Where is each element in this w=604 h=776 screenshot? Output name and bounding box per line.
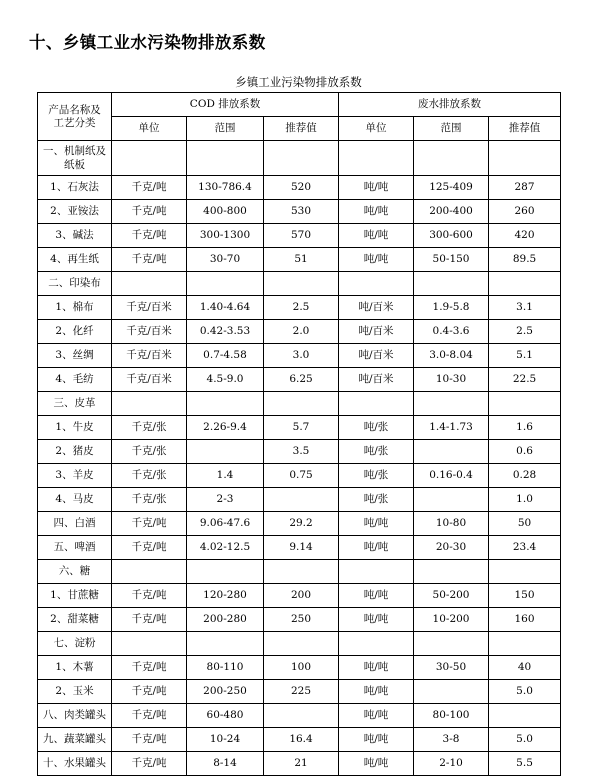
page-title: 十、乡镇工业水污染物排放系数 (29, 33, 266, 52)
cell-wastewater-range: 30-50 (414, 656, 489, 680)
table-row (38, 224, 561, 248)
cell-cod-range: 30-70 (187, 248, 264, 272)
cell-cod-recommended (264, 488, 339, 512)
cell-cod-unit (112, 560, 187, 584)
cell-cod-recommended: 21 (264, 752, 339, 776)
cell-wastewater-unit: 吨/百米 (339, 296, 414, 320)
row-product-name: 四、白酒 (38, 512, 112, 536)
cell-wastewater-unit: 吨/吨 (339, 752, 414, 776)
cell-wastewater-recommended: 89.5 (489, 248, 561, 272)
cell-wastewater-unit: 吨/吨 (339, 224, 414, 248)
cell-cod-unit: 千克/吨 (112, 200, 187, 224)
cell-wastewater-recommended (489, 560, 561, 584)
row-product-name: 1、木薯 (38, 656, 112, 680)
table-row (38, 272, 561, 296)
cell-cod-recommended: 2.5 (264, 296, 339, 320)
cell-wastewater-recommended (489, 141, 561, 176)
table-row (38, 752, 561, 776)
table-row (38, 344, 561, 368)
table-row (38, 141, 561, 176)
cell-cod-range: 9.06-47.6 (187, 512, 264, 536)
row-product-name-line2: 纸板 (64, 159, 85, 171)
cell-wastewater-range (414, 632, 489, 656)
cell-cod-range: 130-786.4 (187, 176, 264, 200)
cell-wastewater-unit: 吨/吨 (339, 248, 414, 272)
cell-cod-range (187, 560, 264, 584)
table-row (38, 488, 561, 512)
table-header (38, 93, 561, 141)
cell-cod-recommended: 29.2 (264, 512, 339, 536)
row-product-name: 4、毛纺 (38, 368, 112, 392)
table-row (38, 296, 561, 320)
cell-cod-unit (112, 141, 187, 176)
cell-wastewater-recommended: 1.6 (489, 416, 561, 440)
cell-cod-range: 1.40-4.64 (187, 296, 264, 320)
cell-cod-unit: 千克/张 (112, 488, 187, 512)
header-product-name (38, 93, 112, 141)
cell-cod-range: 400-800 (187, 200, 264, 224)
cell-wastewater-range: 3-8 (414, 728, 489, 752)
cell-cod-recommended: 250 (264, 608, 339, 632)
cell-wastewater-unit: 吨/张 (339, 488, 414, 512)
row-product-name: 2、甜菜糖 (38, 608, 112, 632)
cell-cod-range: 4.5-9.0 (187, 368, 264, 392)
cell-cod-recommended (264, 632, 339, 656)
cell-wastewater-unit: 吨/吨 (339, 176, 414, 200)
cell-cod-range: 2-3 (187, 488, 264, 512)
cell-wastewater-recommended: 287 (489, 176, 561, 200)
table-row (38, 512, 561, 536)
cell-cod-unit: 千克/吨 (112, 248, 187, 272)
row-product-name: 2、玉米 (38, 680, 112, 704)
row-product-name: 1、棉布 (38, 296, 112, 320)
cell-wastewater-unit: 吨/吨 (339, 608, 414, 632)
header-cod-range: 范围 (187, 117, 264, 141)
header-row-groups (38, 93, 561, 117)
cell-wastewater-unit (339, 272, 414, 296)
cell-cod-range (187, 392, 264, 416)
cell-wastewater-recommended: 160 (489, 608, 561, 632)
cell-wastewater-recommended: 3.1 (489, 296, 561, 320)
cell-wastewater-range: 0.16-0.4 (414, 464, 489, 488)
cell-wastewater-range (414, 392, 489, 416)
table-caption: 乡镇工业污染物排放系数 (235, 75, 362, 89)
cell-wastewater-range: 10-200 (414, 608, 489, 632)
header-row-subheaders (38, 117, 561, 141)
cell-cod-recommended: 3.0 (264, 344, 339, 368)
cell-wastewater-recommended: 5.0 (489, 728, 561, 752)
cell-wastewater-range: 50-200 (414, 584, 489, 608)
cell-cod-unit: 千克/百米 (112, 296, 187, 320)
cell-wastewater-recommended (489, 704, 561, 728)
table-row (38, 608, 561, 632)
row-product-name: 二、印染布 (38, 272, 112, 296)
cell-cod-recommended: 2.0 (264, 320, 339, 344)
table-container (37, 92, 560, 776)
cell-wastewater-unit: 吨/吨 (339, 656, 414, 680)
cell-cod-recommended: 0.75 (264, 464, 339, 488)
table-row (38, 320, 561, 344)
cell-wastewater-unit: 吨/张 (339, 464, 414, 488)
row-product-name: 4、再生纸 (38, 248, 112, 272)
cell-wastewater-recommended: 50 (489, 512, 561, 536)
cell-wastewater-unit: 吨/百米 (339, 344, 414, 368)
cell-cod-range (187, 440, 264, 464)
cell-wastewater-recommended (489, 632, 561, 656)
cell-wastewater-range: 200-400 (414, 200, 489, 224)
cell-wastewater-range: 50-150 (414, 248, 489, 272)
table-row (38, 536, 561, 560)
cell-cod-range: 8-14 (187, 752, 264, 776)
cell-cod-unit: 千克/吨 (112, 176, 187, 200)
cell-wastewater-recommended: 40 (489, 656, 561, 680)
row-product-name: 4、马皮 (38, 488, 112, 512)
table-row (38, 176, 561, 200)
cell-wastewater-recommended: 150 (489, 584, 561, 608)
row-product-name: 2、化纤 (38, 320, 112, 344)
cell-cod-range: 10-24 (187, 728, 264, 752)
cell-cod-recommended (264, 272, 339, 296)
cell-cod-recommended: 100 (264, 656, 339, 680)
cell-cod-unit: 千克/吨 (112, 584, 187, 608)
cell-wastewater-unit (339, 560, 414, 584)
row-product-name: 2、亚铵法 (38, 200, 112, 224)
cell-cod-unit: 千克/百米 (112, 368, 187, 392)
cell-wastewater-range: 1.4-1.73 (414, 416, 489, 440)
row-product-name: 1、牛皮 (38, 416, 112, 440)
cell-cod-unit: 千克/百米 (112, 320, 187, 344)
header-group-cod: COD 排放系数 (112, 93, 339, 117)
cell-cod-recommended: 6.25 (264, 368, 339, 392)
header-cod-unit: 单位 (112, 117, 187, 141)
cell-cod-range: 200-280 (187, 608, 264, 632)
cell-wastewater-recommended: 260 (489, 200, 561, 224)
cell-cod-unit: 千克/吨 (112, 536, 187, 560)
row-product-name: 三、皮革 (38, 392, 112, 416)
cell-wastewater-range: 10-30 (414, 368, 489, 392)
cell-wastewater-range: 125-409 (414, 176, 489, 200)
cell-wastewater-recommended: 5.0 (489, 680, 561, 704)
cell-cod-recommended (264, 704, 339, 728)
cell-wastewater-recommended: 5.1 (489, 344, 561, 368)
cell-cod-unit: 千克/张 (112, 416, 187, 440)
row-product-name: 五、啤酒 (38, 536, 112, 560)
cell-wastewater-recommended: 420 (489, 224, 561, 248)
cell-wastewater-range: 80-100 (414, 704, 489, 728)
cell-cod-recommended: 225 (264, 680, 339, 704)
cell-wastewater-unit (339, 141, 414, 176)
cell-cod-range: 200-250 (187, 680, 264, 704)
cell-wastewater-range (414, 440, 489, 464)
cell-cod-range: 2.26-9.4 (187, 416, 264, 440)
cell-cod-range: 60-480 (187, 704, 264, 728)
header-group-wastewater: 废水排放系数 (339, 93, 561, 117)
table-row (38, 248, 561, 272)
cell-cod-recommended: 3.5 (264, 440, 339, 464)
cell-wastewater-recommended: 22.5 (489, 368, 561, 392)
cell-cod-range (187, 272, 264, 296)
cell-wastewater-range (414, 141, 489, 176)
table-row (38, 704, 561, 728)
table-row (38, 656, 561, 680)
table-row (38, 680, 561, 704)
cell-wastewater-unit: 吨/吨 (339, 704, 414, 728)
cell-cod-range: 4.02-12.5 (187, 536, 264, 560)
cell-wastewater-unit: 吨/吨 (339, 728, 414, 752)
cell-wastewater-unit: 吨/吨 (339, 680, 414, 704)
cell-wastewater-unit: 吨/吨 (339, 200, 414, 224)
cell-wastewater-unit: 吨/吨 (339, 512, 414, 536)
cell-cod-recommended: 530 (264, 200, 339, 224)
cell-wastewater-range (414, 560, 489, 584)
cell-wastewater-unit: 吨/张 (339, 440, 414, 464)
cell-wastewater-range: 3.0-8.04 (414, 344, 489, 368)
header-wastewater-range: 范围 (414, 117, 489, 141)
row-product-name: 九、蔬菜罐头 (38, 728, 112, 752)
table-row (38, 728, 561, 752)
cell-wastewater-recommended (489, 272, 561, 296)
cell-cod-unit: 千克/百米 (112, 344, 187, 368)
cell-wastewater-range: 20-30 (414, 536, 489, 560)
cell-cod-unit: 千克/吨 (112, 728, 187, 752)
cell-cod-unit: 千克/张 (112, 464, 187, 488)
row-product-name: 八、肉类罐头 (38, 704, 112, 728)
cell-wastewater-unit: 吨/吨 (339, 584, 414, 608)
cell-wastewater-range: 300-600 (414, 224, 489, 248)
cell-wastewater-unit: 吨/吨 (339, 536, 414, 560)
cell-wastewater-unit: 吨/百米 (339, 320, 414, 344)
cell-cod-range: 120-280 (187, 584, 264, 608)
cell-wastewater-recommended: 5.5 (489, 752, 561, 776)
row-product-name: 3、羊皮 (38, 464, 112, 488)
header-cod-recommended: 推荐值 (264, 117, 339, 141)
table-row (38, 632, 561, 656)
cell-cod-recommended: 200 (264, 584, 339, 608)
cell-cod-unit: 千克/吨 (112, 608, 187, 632)
cell-cod-recommended: 51 (264, 248, 339, 272)
cell-cod-unit (112, 272, 187, 296)
cell-cod-recommended (264, 392, 339, 416)
cell-cod-recommended: 570 (264, 224, 339, 248)
table-row (38, 416, 561, 440)
row-product-name: 六、糖 (38, 560, 112, 584)
table-row (38, 440, 561, 464)
row-product-name: 3、丝绸 (38, 344, 112, 368)
table-row (38, 584, 561, 608)
row-product-name: 1、甘蔗糖 (38, 584, 112, 608)
cell-wastewater-range: 1.9-5.8 (414, 296, 489, 320)
table-row (38, 560, 561, 584)
cell-wastewater-unit: 吨/张 (339, 416, 414, 440)
cell-cod-unit: 千克/吨 (112, 656, 187, 680)
cell-cod-unit: 千克/吨 (112, 224, 187, 248)
cell-cod-range: 1.4 (187, 464, 264, 488)
row-product-name: 七、淀粉 (38, 632, 112, 656)
cell-cod-recommended: 520 (264, 176, 339, 200)
cell-cod-recommended: 5.7 (264, 416, 339, 440)
row-product-name: 十、水果罐头 (38, 752, 112, 776)
cell-wastewater-unit (339, 632, 414, 656)
cell-wastewater-recommended: 23.4 (489, 536, 561, 560)
table-row (38, 368, 561, 392)
emission-coefficient-table (37, 92, 561, 776)
cell-cod-recommended (264, 141, 339, 176)
cell-cod-unit: 千克/吨 (112, 752, 187, 776)
cell-cod-unit: 千克/吨 (112, 512, 187, 536)
header-product-name-line1: 产品名称及 (48, 104, 101, 117)
cell-cod-unit (112, 632, 187, 656)
cell-wastewater-range: 2-10 (414, 752, 489, 776)
cell-wastewater-range (414, 680, 489, 704)
cell-cod-range (187, 632, 264, 656)
cell-cod-range: 300-1300 (187, 224, 264, 248)
cell-cod-range: 0.7-4.58 (187, 344, 264, 368)
row-product-name: 1、石灰法 (38, 176, 112, 200)
cell-wastewater-recommended: 0.6 (489, 440, 561, 464)
cell-cod-recommended: 9.14 (264, 536, 339, 560)
header-wastewater-unit: 单位 (339, 117, 414, 141)
cell-wastewater-recommended (489, 392, 561, 416)
table-row (38, 200, 561, 224)
cell-cod-recommended: 16.4 (264, 728, 339, 752)
row-product-name: 3、碱法 (38, 224, 112, 248)
header-wastewater-recommended: 推荐值 (489, 117, 561, 141)
cell-wastewater-recommended: 2.5 (489, 320, 561, 344)
cell-wastewater-recommended: 0.28 (489, 464, 561, 488)
cell-wastewater-range: 10-80 (414, 512, 489, 536)
cell-wastewater-recommended: 1.0 (489, 488, 561, 512)
cell-cod-unit: 千克/吨 (112, 680, 187, 704)
table-row (38, 392, 561, 416)
cell-cod-range: 80-110 (187, 656, 264, 680)
cell-cod-range: 0.42-3.53 (187, 320, 264, 344)
cell-wastewater-unit (339, 392, 414, 416)
row-product-name (38, 141, 112, 176)
cell-cod-unit: 千克/张 (112, 440, 187, 464)
cell-cod-range (187, 141, 264, 176)
cell-cod-unit (112, 392, 187, 416)
cell-wastewater-range (414, 272, 489, 296)
row-product-name: 2、猪皮 (38, 440, 112, 464)
cell-wastewater-range: 0.4-3.6 (414, 320, 489, 344)
header-product-name-line2: 工艺分类 (53, 116, 96, 129)
table-row (38, 464, 561, 488)
table-body (38, 141, 561, 776)
cell-cod-recommended (264, 560, 339, 584)
row-product-name-line1: 一、机制纸及 (43, 144, 106, 157)
cell-cod-unit: 千克/吨 (112, 704, 187, 728)
cell-wastewater-unit: 吨/百米 (339, 368, 414, 392)
cell-wastewater-range (414, 488, 489, 512)
